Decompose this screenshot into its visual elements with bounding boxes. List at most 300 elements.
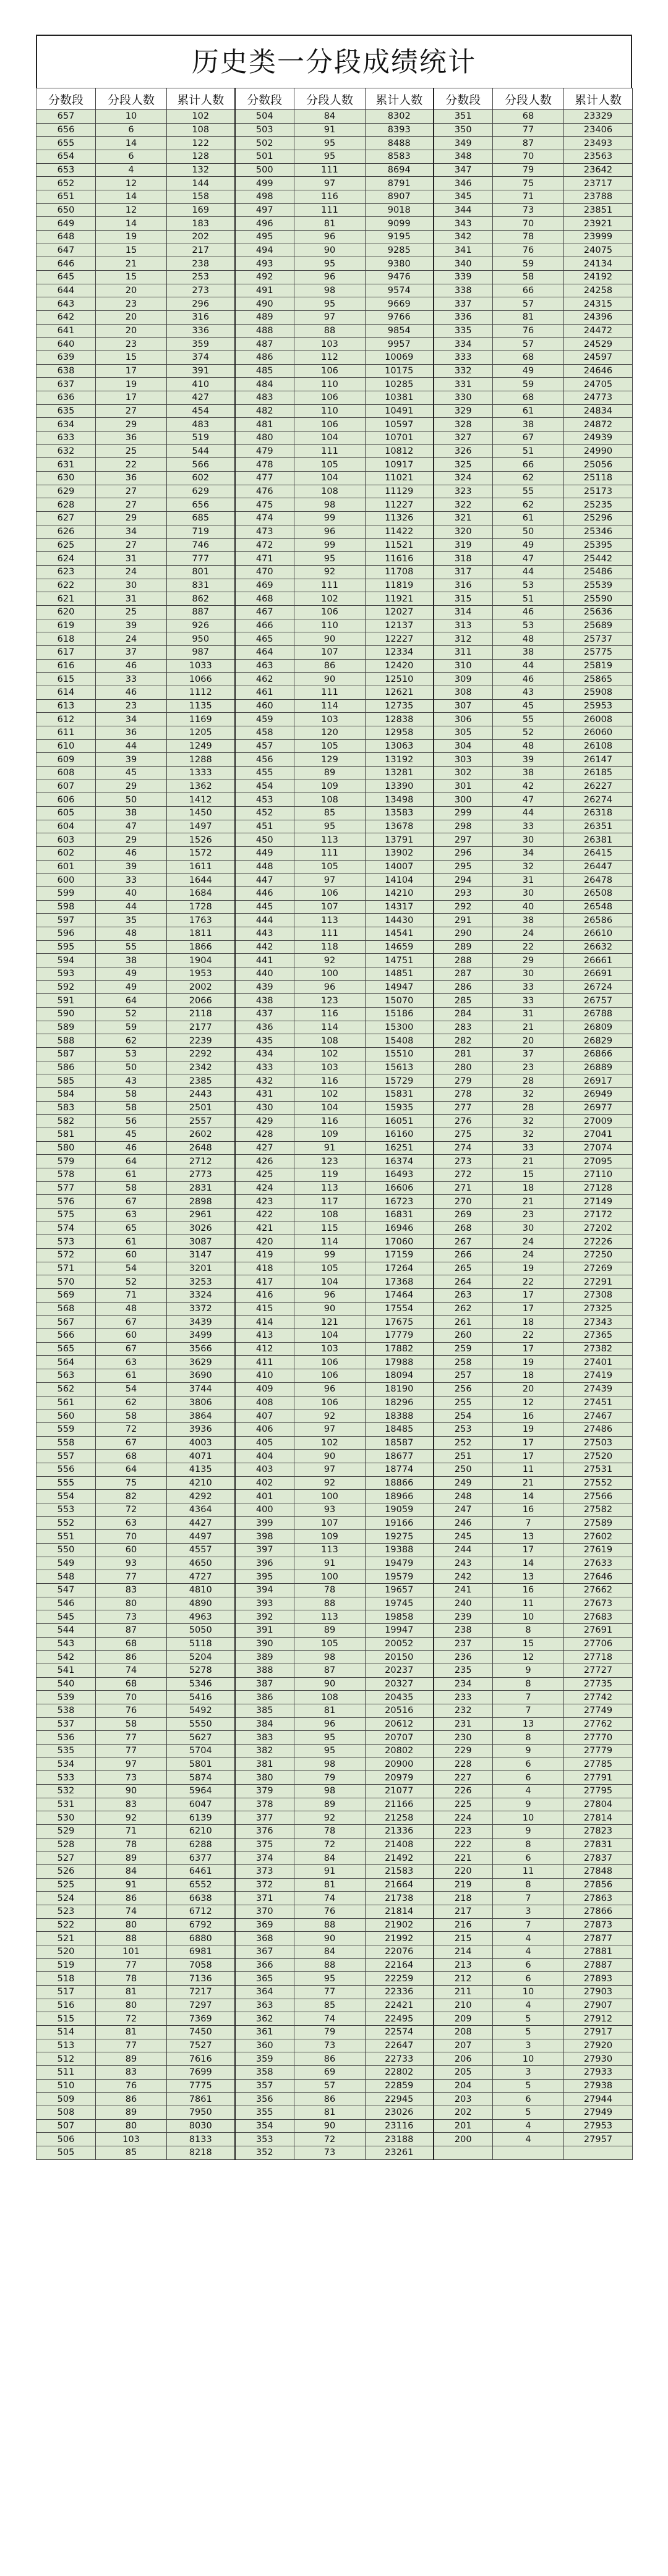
cell-count-3: 24 (493, 1235, 564, 1249)
table-row (36, 391, 633, 405)
cell-score-1: 589 (36, 1021, 96, 1034)
cell-score-3: 328 (434, 418, 493, 431)
cell-count-3: 19 (493, 1422, 564, 1436)
cell-score-2: 442 (235, 940, 294, 954)
cell-score-1: 615 (36, 673, 96, 686)
cell-count-3: 59 (493, 378, 564, 391)
cell-cumulative-3: 26757 (564, 994, 633, 1008)
table-row (36, 1651, 633, 1664)
cell-score-3: 268 (434, 1222, 493, 1235)
cell-cumulative-3: 27866 (564, 1905, 633, 1919)
cell-count-3: 10 (493, 1811, 564, 1825)
cell-count-3: 55 (493, 713, 564, 726)
cell-cumulative-2: 13678 (366, 820, 434, 833)
cell-score-3: 282 (434, 1034, 493, 1048)
cell-cumulative-2: 19059 (366, 1503, 434, 1516)
cell-cumulative-1: 887 (167, 605, 235, 619)
table-row (36, 766, 633, 780)
table-row (36, 1289, 633, 1303)
cell-score-2: 372 (235, 1878, 294, 1892)
cell-count-1: 30 (96, 579, 167, 592)
cell-cumulative-2: 20327 (366, 1677, 434, 1691)
cell-cumulative-2: 17159 (366, 1249, 434, 1262)
cell-score-2: 441 (235, 954, 294, 967)
cell-count-3: 33 (493, 994, 564, 1008)
cell-score-2: 400 (235, 1503, 294, 1516)
cell-score-1: 642 (36, 311, 96, 325)
cell-score-1: 647 (36, 244, 96, 257)
cell-cumulative-1: 629 (167, 485, 235, 498)
cell-score-1: 510 (36, 2079, 96, 2093)
table-row (36, 820, 633, 833)
cell-cumulative-1: 3744 (167, 1382, 235, 1396)
table-row (36, 1262, 633, 1275)
cell-count-2: 84 (294, 1851, 366, 1865)
cell-score-1: 567 (36, 1316, 96, 1329)
cell-cumulative-3: 23788 (564, 190, 633, 204)
table-row (36, 123, 633, 137)
cell-cumulative-2: 13791 (366, 833, 434, 847)
cell-count-2: 92 (294, 1811, 366, 1825)
cell-score-1: 523 (36, 1905, 96, 1919)
cell-cumulative-3: 26548 (564, 900, 633, 914)
cell-cumulative-3: 27917 (564, 2026, 633, 2039)
table-row (36, 1463, 633, 1476)
cell-score-3: 334 (434, 338, 493, 351)
cell-cumulative-2: 22076 (366, 1945, 434, 1959)
cell-cumulative-2: 9018 (366, 203, 434, 217)
cell-count-1: 68 (96, 1677, 167, 1691)
cell-score-2: 389 (235, 1651, 294, 1664)
cell-count-3: 19 (493, 1262, 564, 1275)
cell-count-2: 104 (294, 431, 366, 445)
cell-count-1: 49 (96, 967, 167, 981)
cell-score-2: 387 (235, 1677, 294, 1691)
cell-cumulative-3: 27718 (564, 1651, 633, 1664)
cell-score-2: 373 (235, 1865, 294, 1879)
cell-score-2: 412 (235, 1342, 294, 1356)
cell-cumulative-2: 9669 (366, 297, 434, 311)
cell-count-1: 23 (96, 338, 167, 351)
cell-score-3: 263 (434, 1289, 493, 1303)
cell-cumulative-2: 14007 (366, 860, 434, 874)
cell-count-1: 20 (96, 284, 167, 297)
cell-count-1: 38 (96, 954, 167, 967)
cell-cumulative-1: 410 (167, 378, 235, 391)
cell-score-1: 527 (36, 1851, 96, 1865)
cell-count-2: 72 (294, 1838, 366, 1851)
cell-score-2: 437 (235, 1008, 294, 1021)
cell-score-2: 430 (235, 1101, 294, 1115)
cell-count-3: 67 (493, 431, 564, 445)
table-row (36, 1945, 633, 1959)
cell-score-2: 497 (235, 203, 294, 217)
cell-score-1: 578 (36, 1168, 96, 1182)
cell-count-2: 81 (294, 1878, 366, 1892)
cell-score-2: 406 (235, 1422, 294, 1436)
cell-score-2: 405 (235, 1436, 294, 1450)
table-row (36, 967, 633, 981)
cell-count-1: 97 (96, 1758, 167, 1771)
cell-count-2: 95 (294, 1744, 366, 1758)
cell-score-2: 359 (235, 2052, 294, 2066)
table-row (36, 1744, 633, 1758)
cell-score-3: 290 (434, 927, 493, 940)
cell-count-1: 81 (96, 2026, 167, 2039)
cell-count-2: 111 (294, 203, 366, 217)
cell-count-2: 90 (294, 1677, 366, 1691)
cell-score-2: 493 (235, 257, 294, 271)
table-row (36, 1222, 633, 1235)
cell-score-3: 306 (434, 713, 493, 726)
cell-cumulative-2: 18296 (366, 1396, 434, 1409)
cell-count-2: 111 (294, 686, 366, 699)
cell-score-2: 499 (235, 177, 294, 190)
cell-score-2: 424 (235, 1181, 294, 1195)
cell-cumulative-1: 4497 (167, 1530, 235, 1544)
cell-score-2: 464 (235, 645, 294, 659)
cell-cumulative-1: 4890 (167, 1597, 235, 1610)
cell-cumulative-1: 1362 (167, 780, 235, 793)
cell-cumulative-1: 3253 (167, 1275, 235, 1289)
cell-count-1: 27 (96, 485, 167, 498)
cell-cumulative-3: 27877 (564, 1932, 633, 1945)
cell-score-3: 203 (434, 2093, 493, 2106)
cell-score-3: 326 (434, 444, 493, 458)
cell-score-2: 461 (235, 686, 294, 699)
cell-score-3: 257 (434, 1369, 493, 1383)
cell-count-3: 18 (493, 1181, 564, 1195)
cell-count-3: 17 (493, 1342, 564, 1356)
table-row (36, 137, 633, 150)
table-row (36, 351, 633, 365)
cell-count-2: 90 (294, 1302, 366, 1316)
cell-cumulative-3: 23999 (564, 231, 633, 244)
table-row (36, 217, 633, 231)
cell-score-1: 613 (36, 699, 96, 713)
cell-score-2: 468 (235, 592, 294, 606)
cell-score-2: 378 (235, 1798, 294, 1811)
cell-score-3: 206 (434, 2052, 493, 2066)
table-row (36, 860, 633, 874)
cell-cumulative-3: 27762 (564, 1717, 633, 1731)
header-score-3: 分数段 (434, 88, 493, 110)
table-row (36, 632, 633, 646)
cell-cumulative-3: 27742 (564, 1691, 633, 1704)
cell-score-3: 299 (434, 806, 493, 820)
cell-cumulative-1: 7527 (167, 2039, 235, 2052)
cell-score-1: 628 (36, 498, 96, 512)
cell-score-2: 467 (235, 605, 294, 619)
cell-count-2: 111 (294, 579, 366, 592)
cell-score-3: 248 (434, 1490, 493, 1503)
header-count-3: 分段人数 (493, 88, 564, 110)
cell-score-2: 374 (235, 1851, 294, 1865)
cell-cumulative-2: 19858 (366, 1610, 434, 1624)
cell-cumulative-2: 14541 (366, 927, 434, 940)
cell-cumulative-3: 27683 (564, 1610, 633, 1624)
cell-cumulative-1: 4292 (167, 1490, 235, 1503)
cell-count-2: 121 (294, 1316, 366, 1329)
cell-score-1: 544 (36, 1623, 96, 1637)
cell-score-2: 416 (235, 1289, 294, 1303)
cell-count-3: 5 (493, 2079, 564, 2093)
cell-count-1: 64 (96, 1463, 167, 1476)
cell-score-2: 448 (235, 860, 294, 874)
table-row (36, 271, 633, 284)
cell-count-3: 47 (493, 793, 564, 807)
cell-count-1: 86 (96, 1892, 167, 1905)
table-row (36, 592, 633, 606)
cell-score-1: 558 (36, 1436, 96, 1450)
cell-score-3: 270 (434, 1195, 493, 1209)
cell-score-3: 254 (434, 1409, 493, 1423)
cell-count-2: 90 (294, 632, 366, 646)
cell-score-2: 357 (235, 2079, 294, 2093)
header-score-1: 分数段 (36, 88, 96, 110)
cell-score-3: 242 (434, 1570, 493, 1584)
cell-score-3: 332 (434, 364, 493, 378)
cell-score-2: 407 (235, 1409, 294, 1423)
table-row (36, 2146, 633, 2160)
cell-score-1: 561 (36, 1396, 96, 1409)
cell-score-1: 565 (36, 1342, 96, 1356)
cell-cumulative-3: 26318 (564, 806, 633, 820)
cell-cumulative-1: 2177 (167, 1021, 235, 1034)
table-row (36, 1275, 633, 1289)
cell-score-2: 451 (235, 820, 294, 833)
cell-score-3: 313 (434, 619, 493, 632)
cell-count-2: 95 (294, 137, 366, 150)
table-row (36, 1115, 633, 1128)
cell-score-3: 340 (434, 257, 493, 271)
cell-score-2: 399 (235, 1516, 294, 1530)
cell-count-2: 103 (294, 1342, 366, 1356)
cell-score-1: 626 (36, 525, 96, 538)
cell-score-1: 648 (36, 231, 96, 244)
cell-cumulative-1: 1953 (167, 967, 235, 981)
cell-count-1: 24 (96, 632, 167, 646)
cell-count-2: 116 (294, 1008, 366, 1021)
cell-cumulative-1: 169 (167, 203, 235, 217)
cell-cumulative-3: 27110 (564, 1168, 633, 1182)
cell-cumulative-2: 20802 (366, 1744, 434, 1758)
cell-count-3: 5 (493, 2106, 564, 2120)
cell-cumulative-1: 2712 (167, 1155, 235, 1168)
cell-score-2: 473 (235, 525, 294, 538)
cell-score-3: 321 (434, 512, 493, 525)
cell-cumulative-2: 22574 (366, 2026, 434, 2039)
table-row (36, 1677, 633, 1691)
cell-cumulative-3: 27893 (564, 1972, 633, 1986)
table-row (36, 1597, 633, 1610)
cell-count-2: 88 (294, 1918, 366, 1932)
cell-score-3: 207 (434, 2039, 493, 2052)
cell-count-2: 76 (294, 1905, 366, 1919)
cell-cumulative-3: 26632 (564, 940, 633, 954)
cell-score-2: 495 (235, 231, 294, 244)
cell-cumulative-1: 7450 (167, 2026, 235, 2039)
table-row (36, 686, 633, 699)
table-row (36, 1369, 633, 1383)
cell-score-2: 422 (235, 1209, 294, 1222)
cell-score-1: 572 (36, 1249, 96, 1262)
cell-count-2: 110 (294, 378, 366, 391)
cell-score-3: 343 (434, 217, 493, 231)
cell-cumulative-2: 21902 (366, 1918, 434, 1932)
cell-score-1: 641 (36, 324, 96, 338)
cell-score-1: 587 (36, 1048, 96, 1061)
cell-count-2: 73 (294, 2146, 366, 2160)
table-row (36, 806, 633, 820)
cell-cumulative-2: 12621 (366, 686, 434, 699)
cell-count-3: 33 (493, 980, 564, 994)
header-count-1: 分段人数 (96, 88, 167, 110)
cell-count-3: 14 (493, 1490, 564, 1503)
table-row (36, 1195, 633, 1209)
cell-cumulative-3: 24134 (564, 257, 633, 271)
cell-count-1: 77 (96, 1958, 167, 1972)
cell-cumulative-1: 6139 (167, 1811, 235, 1825)
cell-cumulative-2: 9380 (366, 257, 434, 271)
cell-count-3: 17 (493, 1289, 564, 1303)
cell-score-2: 388 (235, 1664, 294, 1677)
cell-cumulative-1: 1611 (167, 860, 235, 874)
cell-cumulative-2: 18485 (366, 1422, 434, 1436)
cell-score-1: 509 (36, 2093, 96, 2106)
cell-score-2: 370 (235, 1905, 294, 1919)
cell-cumulative-1: 8133 (167, 2133, 235, 2146)
cell-score-1: 604 (36, 820, 96, 833)
cell-score-2: 380 (235, 1771, 294, 1785)
cell-count-2: 84 (294, 1945, 366, 1959)
cell-count-2: 77 (294, 1986, 366, 1999)
cell-cumulative-3: 27520 (564, 1450, 633, 1463)
cell-cumulative-1: 374 (167, 351, 235, 365)
cell-cumulative-2: 12420 (366, 659, 434, 673)
cell-score-2: 379 (235, 1784, 294, 1798)
cell-count-1: 91 (96, 1878, 167, 1892)
cell-cumulative-2: 16251 (366, 1141, 434, 1155)
cell-count-3: 79 (493, 163, 564, 177)
cell-score-3: 260 (434, 1329, 493, 1343)
cell-score-3: 280 (434, 1061, 493, 1074)
cell-cumulative-1: 3629 (167, 1356, 235, 1369)
cell-count-2: 91 (294, 1141, 366, 1155)
cell-cumulative-1: 238 (167, 257, 235, 271)
table-row (36, 846, 633, 860)
cell-count-3: 47 (493, 552, 564, 566)
cell-score-3: 311 (434, 645, 493, 659)
cell-count-3: 62 (493, 498, 564, 512)
cell-score-3: 341 (434, 244, 493, 257)
cell-score-2: 501 (235, 150, 294, 164)
cell-count-2: 88 (294, 1597, 366, 1610)
cell-cumulative-3: 27467 (564, 1409, 633, 1423)
cell-cumulative-2: 15408 (366, 1034, 434, 1048)
cell-score-2: 432 (235, 1074, 294, 1088)
cell-count-3: 68 (493, 351, 564, 365)
cell-count-3: 71 (493, 190, 564, 204)
cell-cumulative-1: 6377 (167, 1851, 235, 1865)
cell-score-1: 518 (36, 1972, 96, 1986)
cell-count-2: 115 (294, 1222, 366, 1235)
cell-count-2: 119 (294, 1168, 366, 1182)
cell-score-3: 285 (434, 994, 493, 1008)
cell-count-2: 102 (294, 592, 366, 606)
cell-score-3: 210 (434, 1999, 493, 2012)
cell-score-3: 349 (434, 137, 493, 150)
cell-score-2: 460 (235, 699, 294, 713)
cell-score-1: 655 (36, 137, 96, 150)
cell-score-3: 265 (434, 1262, 493, 1275)
table-row (36, 645, 633, 659)
cell-cumulative-1: 1684 (167, 886, 235, 900)
cell-count-3: 6 (493, 1771, 564, 1785)
cell-count-1: 23 (96, 297, 167, 311)
cell-count-3: 23 (493, 1209, 564, 1222)
cell-score-2: 427 (235, 1141, 294, 1155)
cell-score-1: 508 (36, 2106, 96, 2120)
cell-count-2: 84 (294, 110, 366, 124)
cell-count-3: 46 (493, 673, 564, 686)
cell-score-1: 580 (36, 1141, 96, 1155)
cell-score-2: 413 (235, 1329, 294, 1343)
cell-cumulative-1: 2773 (167, 1168, 235, 1182)
cell-score-3: 271 (434, 1181, 493, 1195)
cell-cumulative-2: 18190 (366, 1382, 434, 1396)
cell-count-2: 92 (294, 954, 366, 967)
cell-cumulative-2: 12958 (366, 726, 434, 739)
cell-count-3: 49 (493, 364, 564, 378)
cell-cumulative-2: 16374 (366, 1155, 434, 1168)
cell-cumulative-2: 14430 (366, 914, 434, 927)
cell-score-1: 608 (36, 766, 96, 780)
cell-cumulative-2: 10175 (366, 364, 434, 378)
table-row (36, 1048, 633, 1061)
cell-count-2: 106 (294, 364, 366, 378)
cell-count-1: 58 (96, 1717, 167, 1731)
table-row (36, 780, 633, 793)
cell-cumulative-2: 10491 (366, 404, 434, 418)
cell-cumulative-2: 13498 (366, 793, 434, 807)
cell-cumulative-3: 27202 (564, 1222, 633, 1235)
cell-score-2: 365 (235, 1972, 294, 1986)
cell-score-1: 614 (36, 686, 96, 699)
cell-cumulative-2: 22945 (366, 2093, 434, 2106)
cell-score-2: 381 (235, 1758, 294, 1771)
cell-score-2: 488 (235, 324, 294, 338)
table-row (36, 1382, 633, 1396)
table-row (36, 1530, 633, 1544)
cell-score-1: 530 (36, 1811, 96, 1825)
cell-cumulative-2: 16051 (366, 1115, 434, 1128)
cell-score-2: 356 (235, 2093, 294, 2106)
cell-cumulative-2: 16723 (366, 1195, 434, 1209)
cell-cumulative-1: 253 (167, 271, 235, 284)
cell-cumulative-1: 336 (167, 324, 235, 338)
cell-count-2: 89 (294, 766, 366, 780)
cell-cumulative-1: 1644 (167, 874, 235, 887)
cell-count-1: 50 (96, 793, 167, 807)
table-row (36, 940, 633, 954)
cell-score-1: 593 (36, 967, 96, 981)
cell-cumulative-1: 427 (167, 391, 235, 405)
cell-cumulative-2: 13902 (366, 846, 434, 860)
cell-count-2: 100 (294, 967, 366, 981)
cell-count-3: 51 (493, 592, 564, 606)
cell-count-2: 98 (294, 1784, 366, 1798)
